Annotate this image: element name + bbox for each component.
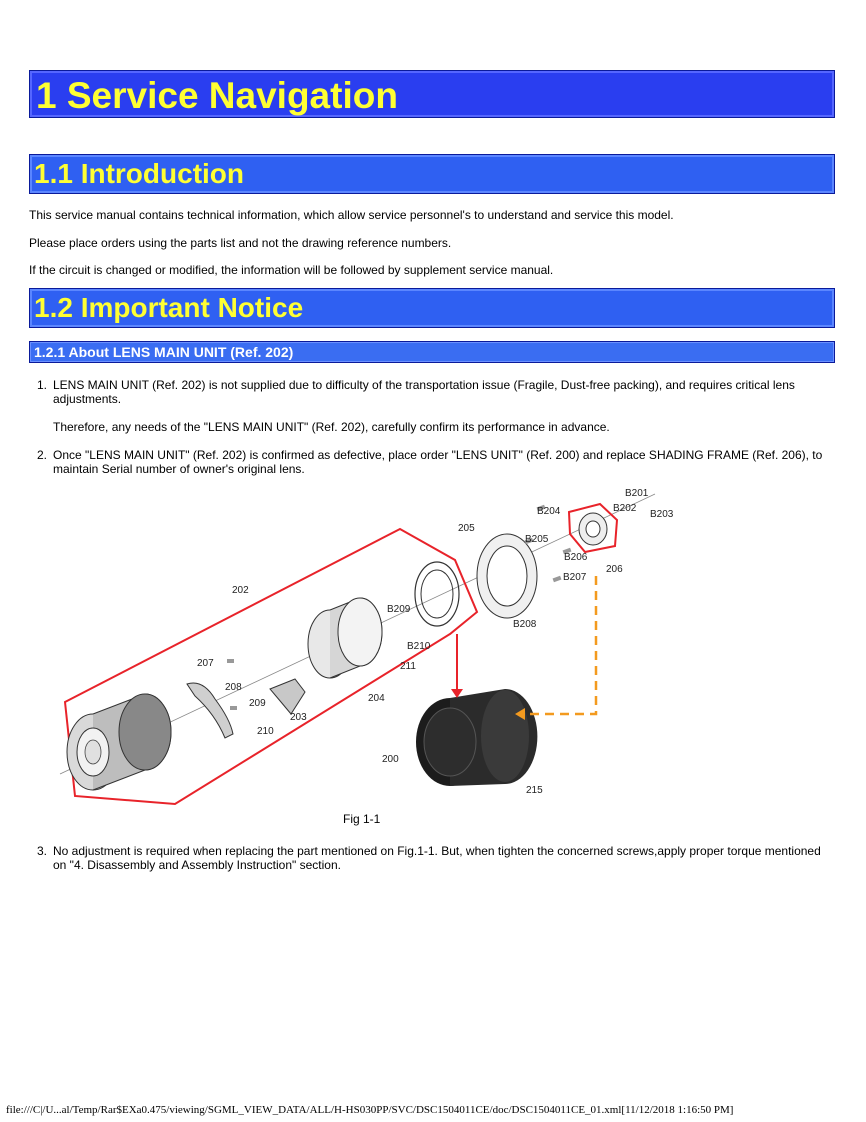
label-b207: B207 — [563, 572, 587, 583]
label-b202: B202 — [613, 503, 637, 514]
intro-paragraph-2: Please place orders using the parts list and not the drawing reference numbers. — [29, 236, 452, 250]
label-215: 215 — [526, 785, 543, 796]
list-number: 1. — [37, 378, 48, 392]
label-204: 204 — [368, 693, 385, 704]
label-b204: B204 — [537, 506, 561, 517]
label-210: 210 — [257, 726, 274, 737]
exploded-lens-diagram — [55, 484, 785, 830]
intro-paragraph-1: This service manual contains technical information, which allow service personnel's to understand and service this model. — [29, 208, 674, 222]
figure-caption: Fig 1-1 — [343, 812, 381, 826]
label-b203: B203 — [650, 509, 674, 520]
section-heading-introduction — [29, 154, 835, 194]
chapter-title: 1 Service Navigation — [36, 75, 398, 116]
label-b205: B205 — [525, 534, 549, 545]
label-208: 208 — [225, 682, 242, 693]
chapter-heading — [29, 70, 835, 118]
section-heading-important-notice — [29, 288, 835, 328]
label-211: 211 — [400, 661, 416, 672]
label-b210: B210 — [407, 641, 431, 652]
subsection-heading — [29, 341, 835, 363]
label-b201: B201 — [625, 488, 649, 499]
label-207: 207 — [197, 658, 214, 669]
list-text: LENS MAIN UNIT (Ref. 202) is not supplied due to difficulty of the transportation issue (Fragile, Dust-free packing), and requires critical lens adjustments. — [53, 378, 795, 406]
list-item-1-note: Therefore, any needs of the "LENS MAIN UNIT" (Ref. 202), carefully confirm its performance in advance. — [53, 420, 610, 434]
label-b208: B208 — [513, 619, 537, 630]
list-text: Once "LENS MAIN UNIT" (Ref. 202) is confirmed as defective, place order "LENS UNIT" (Ref. 200) and replace SHADING FRAME (Ref. 206), to maintain Serial number of owner's original lens. — [53, 448, 823, 476]
label-b206: B206 — [564, 552, 588, 563]
page-footer-path: file:///C|/U...al/Temp/Rar$EXa0.475/viewing/SGML_VIEW_DATA/ALL/H-HS030PP/SVC/DSC1504011CE/doc/DSC1504011CE_01.xml[11/12/2018 1:16:50 PM] — [6, 1104, 734, 1116]
label-205: 205 — [458, 523, 475, 534]
label-200: 200 — [382, 754, 399, 765]
subsection-title: 1.2.1 About LENS MAIN UNIT (Ref. 202) — [34, 344, 294, 360]
label-209: 209 — [249, 698, 266, 709]
label-206: 206 — [606, 564, 623, 575]
label-203: 203 — [290, 712, 307, 723]
list-text: No adjustment is required when replacing the part mentioned on Fig.1-1. But, when tighten the concerned screws,apply proper torque mentioned on "4. Disassembly and Assembly Instruction" section. — [53, 844, 821, 872]
label-202: 202 — [232, 585, 249, 596]
section-title-important-notice: 1.2 Important Notice — [34, 292, 304, 323]
intro-paragraph-3: If the circuit is changed or modified, the information will be followed by supplement service manual. — [29, 263, 554, 277]
list-number: 3. — [37, 844, 48, 858]
list-number: 2. — [37, 448, 48, 462]
section-title-introduction: 1.1 Introduction — [34, 158, 244, 189]
label-b209: B209 — [387, 604, 411, 615]
